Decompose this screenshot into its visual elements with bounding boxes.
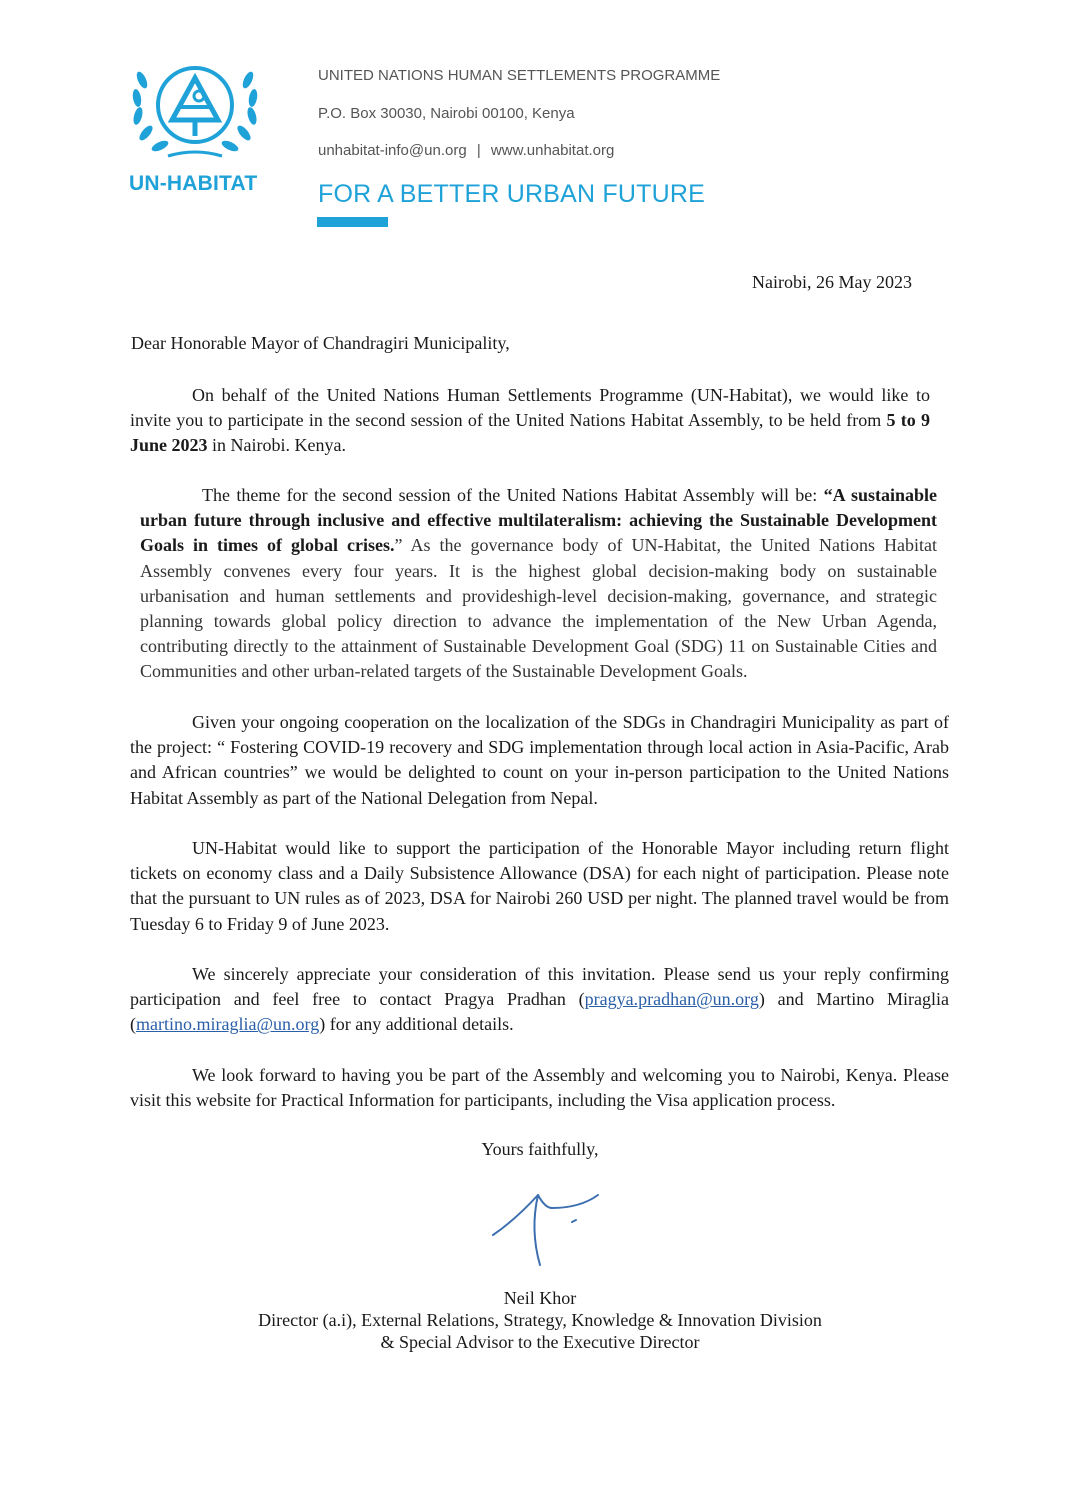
email-link-martino[interactable]: martino.miraglia@un.org [136,1014,320,1035]
signatory-title-line-1: Director (a.i), External Relations, Strategy, Knowledge & Innovation Division [258,1310,822,1330]
signatory-title-line-2: & Special Advisor to the Executive Director [380,1332,700,1352]
letter-date: Nairobi, 26 May 2023 [752,272,912,292]
tagline: FOR A BETTER URBAN FUTURE [318,180,705,208]
signatory-name: Neil Khor [503,1288,577,1308]
paragraph-theme [140,483,937,685]
p1-tail: in Nairobi. Kenya. [207,435,346,456]
organization-name: UNITED NATIONS HUMAN SETTLEMENTS PROGRAMME [318,67,721,84]
paragraph-cooperation [130,710,949,811]
p2-theme: “A sustainable urban future through inclusive and effective multilateralism: achieving the Sustainable Development Goals in times of global crises. [140,485,937,556]
p3-text: Given your ongoing cooperation on the localization of the SDGs in Chandragiri Municipality as part of the project: “ Fostering COVID-19 recovery and SDG implementation through local action in Asia-Pacific, Arab and African countries” we would be delighted to count on your in-person participation to the United Nations Habitat Assembly as part of the National Delegation from Nepal. [130,712,949,808]
contact-website[interactable]: www.unhabitat.org [490,142,615,159]
p1-dates: 5 to 9 June 2023 [130,410,931,456]
email-link-pragya[interactable]: pragya.pradhan@un.org [584,989,759,1010]
paragraph-support [130,836,949,937]
p5-text-a: We sincerely appreciate your consideration of this invitation. Please send us your reply confirming participation and feel free to contact Pragya Pradhan ( [130,964,949,1010]
p5-text-c: ) for any additional details. [319,1014,514,1035]
postal-address: P.O. Box 30030, Nairobi 00100, Kenya [318,105,575,122]
contact-line [318,142,614,159]
contact-separator: | [476,142,481,159]
p4-text: UN-Habitat would like to support the participation of the Honorable Mayor including return flight tickets on economy class and a Daily Subsistence Allowance (DSA) for each night of participation. Please note that the pursuant to UN rules as of 2023, DSA for Nairobi 260 USD per night. The planned travel would be from Tuesday 6 to Friday 9 of June 2023. [130,838,949,934]
p2-text: The theme for the second session of the United Nations Habitat Assembly will be: [202,485,824,505]
handwritten-signature-icon [490,1190,605,1270]
p6-text: We look forward to having you be part of the Assembly and welcoming you to Nairobi, Kenya. Please visit this website for Practical Information for participants, including the Visa application process. [130,1065,949,1111]
paragraph-contact [130,962,949,1038]
p2-tail: ” As the governance body of UN-Habitat, the United Nations Habitat Assembly convenes every four years. It is the highest global decision-making body on sustainable urbanisation and human settlements and provideshigh-level decision-making, governance, and strategic planning towards global policy direction to advance the implementation of the New Urban Agenda, contributing directly to the attainment of Sustainable Development Goal (SDG) 11 on Sustainable Cities and Communities and other urban-related targets of the Sustainable Development Goals. [140,535,937,682]
closing: Yours faithfully, [481,1139,599,1159]
paragraph-invitation [130,383,930,459]
logo-wordmark: UN-HABITAT [129,172,258,195]
tagline-accent-bar [317,217,388,227]
p5-text-b: ) and Martino Miraglia ( [130,989,949,1035]
paragraph-closing [130,1063,949,1113]
salutation: Dear Honorable Mayor of Chandragiri Municipality, [131,333,510,353]
p1-text: On behalf of the United Nations Human Settlements Programme (UN-Habitat), we would like to invite you to participate in the second session of the United Nations Habitat Assembly, to be held from [130,385,930,431]
contact-email[interactable]: unhabitat-info@un.org [318,142,467,159]
